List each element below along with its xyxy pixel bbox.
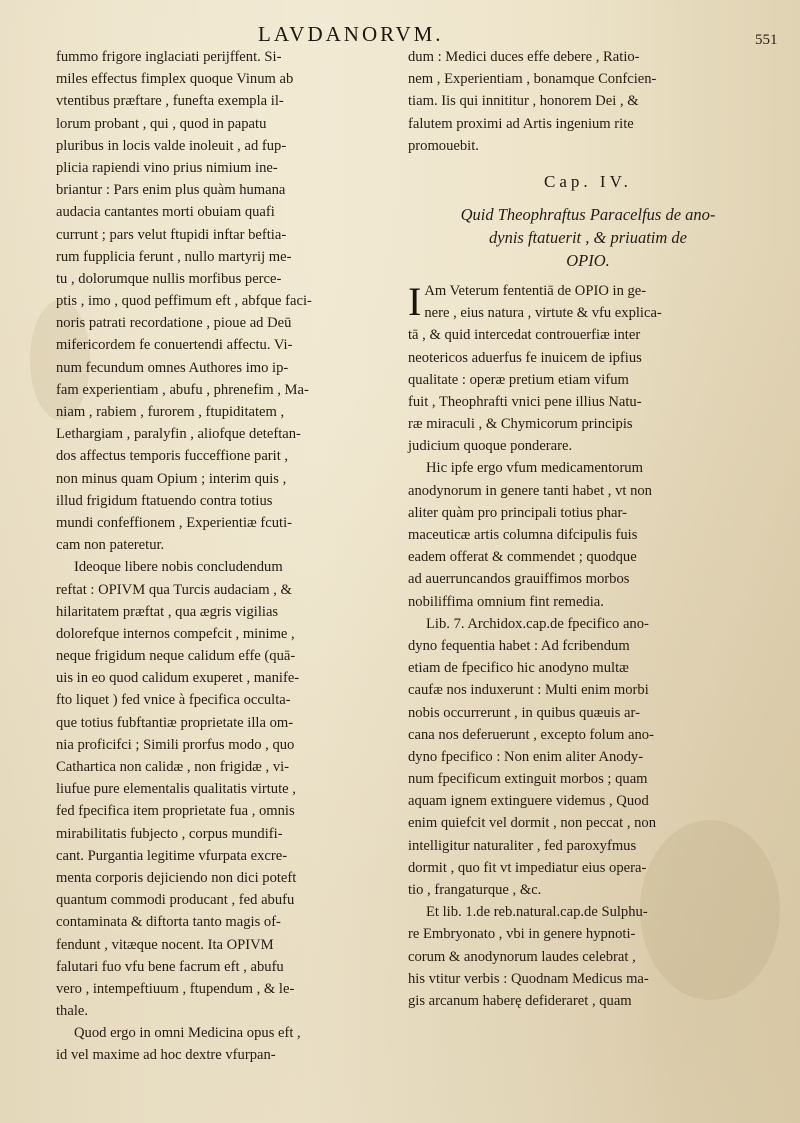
drop-cap: I <box>408 278 422 324</box>
text-line: audacia cantantes morti obuiam quafi <box>56 204 275 221</box>
text-line: mirabilitatis fubjecto , corpus mundifi- <box>56 825 283 842</box>
text-line: dormit , quo fit vt impediatur eius opera- <box>408 859 647 876</box>
text-line: ad auerruncandos grauiffimos morbos <box>408 571 630 588</box>
text-line: menta corporis dejiciendo non dici poteft <box>56 869 297 886</box>
right-paragraph-4 <box>408 901 768 1012</box>
text-line: anodynorum in genere tanti habet , vt non <box>408 482 652 499</box>
text-line: miles effectus fimplex quoque Vinum ab <box>56 71 294 88</box>
text-line: cana nos deferuerunt , excepto folum ano- <box>408 726 654 743</box>
text-line: vtentibus præftare , funefta exempla il- <box>56 93 284 110</box>
text-line: falutari fuo vfu bene facrum eft , abufu <box>56 958 284 975</box>
text-line: re Embryonato , vbi in genere hypnoti- <box>408 926 636 943</box>
text-line: thale. <box>56 1003 89 1020</box>
text-line: ptis , imo , quod peffimum eft , abfque faci- <box>56 293 312 310</box>
chapter-title-line: OPIO. <box>566 250 610 270</box>
chapter-heading: Cap. IV. <box>544 171 632 191</box>
text-line: his vtitur verbis : Quodnam Medicus ma- <box>408 970 649 987</box>
text-line: rum fupplicia ferunt , nullo martyrij me- <box>56 248 292 265</box>
text-line: contaminata & diftorta tanto magis of- <box>56 914 281 931</box>
left-paragraph-3 <box>56 1022 381 1066</box>
page-number: 551 <box>755 32 778 48</box>
text-line: mifericordem fe conuertendi affectu. Vi- <box>56 337 293 354</box>
text-line: neque frigidum neque calidum effe (quā- <box>56 648 296 665</box>
text-line: ræ miraculi , & Chymicorum principis <box>408 416 633 433</box>
text-line: dolorefque internos compefcit , minime , <box>56 625 295 642</box>
text-line: niam , rabiem , furorem , ftupiditatem , <box>56 404 285 420</box>
text-line: fendunt , vitæque nocent. Ita OPIVM <box>56 936 274 953</box>
text-line: num fecundum omnes Authores imo ip- <box>56 359 289 376</box>
text-line: fummo frigore inglaciati perijffent. Si- <box>56 49 282 65</box>
text-line: Lib. 7. Archidox.cap.de fpecifico ano- <box>426 615 649 632</box>
text-line: enim quiefcit vel dormit , non peccat , non <box>408 815 657 832</box>
running-head: LAVDANORVM. <box>258 22 444 46</box>
right-column <box>408 46 768 1012</box>
chapter-title-line: dynis ftatuerit , & priuatim de <box>489 227 687 247</box>
text-line: id vel maxime ad hoc dextre vfurpan- <box>56 1047 276 1064</box>
text-line: nobis occurrerunt , in quibus quæuis ar- <box>408 704 640 721</box>
right-paragraph-1 <box>408 280 768 458</box>
text-line: vero , intempeftiuum , ftupendum , & le- <box>56 980 295 997</box>
text-line: plicia rapiendi vino prius nimium ine- <box>56 159 278 176</box>
text-line: dyno fpecifico : Non enim aliter Anody- <box>408 748 644 765</box>
text-line: lorum probant , qui , quod in papatu <box>56 115 267 132</box>
text-line: gis arcanum haberę defideraret , quam <box>408 992 632 1009</box>
text-line: Hic ipfe ergo vfum medicamentorum <box>426 460 643 477</box>
text-line: maceuticæ artis columna difcipulis fuis <box>408 527 638 543</box>
text-line: tio , frangaturque , &c. <box>408 882 542 898</box>
text-line: aquam ignem extinguere videmus , Quod <box>408 793 649 810</box>
text-line: caufæ nos induxerunt : Multi enim morbi <box>408 682 649 699</box>
text-line: que totius fubftantiæ proprietate illa om- <box>56 714 294 731</box>
text-line: nobiliffima omnium fint remedia. <box>408 593 604 610</box>
right-paragraph-2 <box>408 457 768 612</box>
chapter-title-line: Quid Theophraftus Paracelfus de ano- <box>460 204 716 224</box>
text-line: tu , dolorumque nullis morfibus perce- <box>56 270 282 287</box>
text-line: promouebit. <box>408 137 479 154</box>
left-column <box>56 46 381 1067</box>
text-line: Cathartica non calidæ , non frigidæ , vi- <box>56 759 290 775</box>
text-line: fto liquet ) fed vnice à fpecifica occulta- <box>56 692 291 709</box>
text-line: tā , & quid intercedat controuerfiæ inter <box>408 327 641 344</box>
left-paragraph-2 <box>56 556 381 1022</box>
text-line: Ideoque libere nobis concludendum <box>74 559 283 576</box>
text-line: falutem proximi ad Artis ingenium rite <box>408 115 634 132</box>
right-paragraph-3 <box>408 613 768 901</box>
text-line: pluribus in locis valde inoleuit , ad fup- <box>56 137 287 154</box>
text-line: Am Veterum fententiā de OPIO in ge- <box>424 282 647 299</box>
text-line: fam experientiam , abufu , phrenefim , Ma- <box>56 381 309 398</box>
text-line: non minus quam Opium ; interim quis , <box>56 470 287 487</box>
text-line: dum : Medici duces effe debere , Ratio- <box>408 49 640 65</box>
text-line: judicium quoque ponderare. <box>408 438 573 455</box>
text-line: corum & anodynorum laudes celebrat , <box>408 948 636 965</box>
text-line: quantum commodi producant , fed abufu <box>56 892 295 909</box>
text-line: etiam de fpecifico hic anodyno multæ <box>408 660 629 677</box>
text-line: cam non pateretur. <box>56 537 165 554</box>
text-line: tiam. Iis qui innititur , honorem Dei , & <box>408 93 639 110</box>
text-line: illud frigidum ftatuendo contra totius <box>56 492 273 509</box>
text-line: Et lib. 1.de reb.natural.cap.de Sulphu- <box>426 904 648 921</box>
left-paragraph-1 <box>56 46 381 556</box>
page-header <box>0 14 800 50</box>
text-line: uis in eo quod calidum exuperet , manife- <box>56 670 300 687</box>
text-line: fuit , Theophrafti vnici pene illius Natu- <box>408 393 642 410</box>
text-line: num fpecificum extinguit morbos ; quam <box>408 771 648 788</box>
text-line: Lethargiam , paralyfin , aliofque deteftan- <box>56 426 301 443</box>
text-line: reftat : OPIVM qua Turcis audaciam , & <box>56 581 292 598</box>
text-line: dos affectus temporis fucceffione parit , <box>56 448 289 465</box>
text-line: mundi confeffionem , Experientiæ fcuti- <box>56 514 293 531</box>
text-line: eadem offerat & commendet ; quodque <box>408 549 637 566</box>
right-intro <box>408 46 768 157</box>
text-line: qualitate : operæ pretium etiam vifum <box>408 371 629 388</box>
text-line: intelligitur naturaliter , fed paroxyfmus <box>408 837 637 854</box>
text-line: noris patrati recordatione , pioue ad Deū <box>56 315 292 332</box>
text-line: neotericos aduerfus fe inuicem de ipfius <box>408 349 642 366</box>
text-line: liufue pure elementalis qualitatis virtute , <box>56 781 296 798</box>
text-line: aliter quàm pro principali totius phar- <box>408 504 627 521</box>
text-line: cant. Purgantia legitime vfurpata excre- <box>56 847 288 864</box>
text-line: nem , Experientiam , bonamque Confcien- <box>408 71 657 88</box>
text-line: nere , eius natura , virtute & vfu explica- <box>424 305 662 322</box>
text-line: briantur : Pars enim plus quàm humana <box>56 182 286 199</box>
text-line: hilaritatem præftat , qua ægris vigilias <box>56 603 279 620</box>
text-line: fed fpecifica item proprietate fua , omnis <box>56 803 295 820</box>
text-line: currunt ; pars velut ftupidi inftar beftia- <box>56 226 287 243</box>
text-line: dyno fequentia habet : Ad fcribendum <box>408 637 630 654</box>
text-line: Quod ergo in omni Medicina opus eft , <box>74 1025 301 1042</box>
text-line: nia proficifci ; Simili prorfus modo , quo <box>56 736 295 753</box>
chapter-title <box>408 203 768 272</box>
